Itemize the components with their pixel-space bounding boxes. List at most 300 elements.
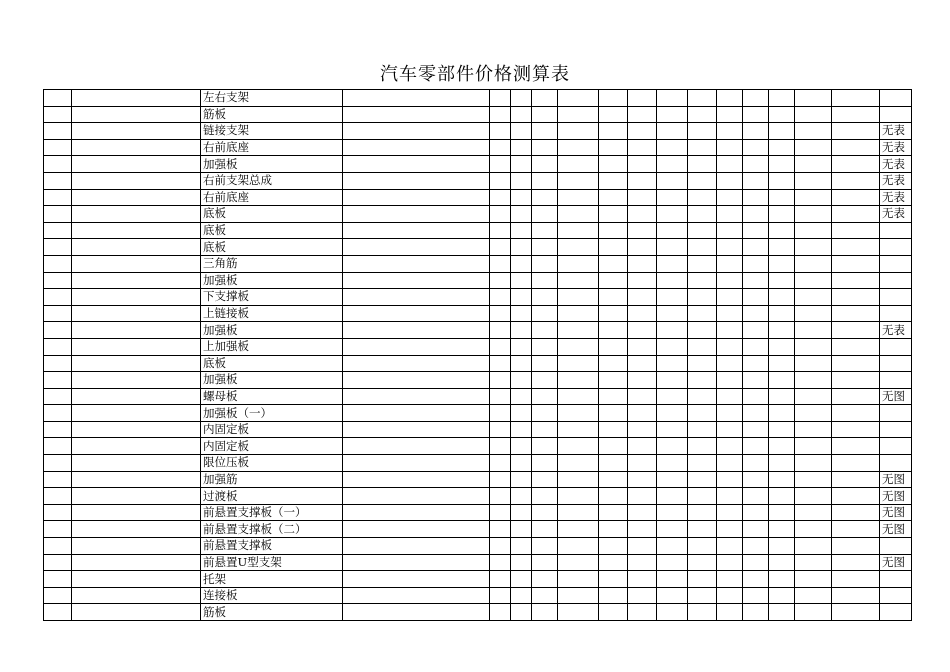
part-name-cell[interactable]: 下支撑板 xyxy=(201,289,343,306)
cell[interactable] xyxy=(688,504,717,521)
cell[interactable] xyxy=(490,388,511,405)
note-cell[interactable] xyxy=(880,355,912,372)
note-cell[interactable] xyxy=(880,222,912,239)
cell[interactable] xyxy=(558,521,599,538)
cell[interactable] xyxy=(769,538,795,555)
cell[interactable] xyxy=(657,521,688,538)
cell[interactable] xyxy=(72,90,201,107)
cell[interactable] xyxy=(511,90,532,107)
cell[interactable] xyxy=(44,272,72,289)
cell[interactable] xyxy=(343,239,490,256)
cell[interactable] xyxy=(511,538,532,555)
cell[interactable] xyxy=(795,322,832,339)
cell[interactable] xyxy=(532,604,558,621)
note-cell[interactable] xyxy=(880,272,912,289)
cell[interactable] xyxy=(743,571,769,588)
cell[interactable] xyxy=(558,189,599,206)
cell[interactable] xyxy=(688,172,717,189)
cell[interactable] xyxy=(769,206,795,223)
cell[interactable] xyxy=(72,554,201,571)
cell[interactable] xyxy=(511,338,532,355)
cell[interactable] xyxy=(558,554,599,571)
cell[interactable] xyxy=(532,504,558,521)
note-cell[interactable] xyxy=(880,604,912,621)
note-cell[interactable] xyxy=(880,538,912,555)
cell[interactable] xyxy=(688,289,717,306)
cell[interactable] xyxy=(490,504,511,521)
cell[interactable] xyxy=(717,189,743,206)
note-cell[interactable] xyxy=(880,90,912,107)
cell[interactable] xyxy=(769,554,795,571)
cell[interactable] xyxy=(795,272,832,289)
cell[interactable] xyxy=(599,421,628,438)
cell[interactable] xyxy=(490,189,511,206)
part-name-cell[interactable]: 限位压板 xyxy=(201,455,343,472)
cell[interactable] xyxy=(599,156,628,173)
cell[interactable] xyxy=(490,222,511,239)
cell[interactable] xyxy=(558,206,599,223)
cell[interactable] xyxy=(343,206,490,223)
cell[interactable] xyxy=(511,156,532,173)
cell[interactable] xyxy=(832,90,880,107)
cell[interactable] xyxy=(769,372,795,389)
cell[interactable] xyxy=(532,538,558,555)
cell[interactable] xyxy=(795,90,832,107)
cell[interactable] xyxy=(490,305,511,322)
cell[interactable] xyxy=(743,455,769,472)
cell[interactable] xyxy=(688,239,717,256)
cell[interactable] xyxy=(490,455,511,472)
cell[interactable] xyxy=(343,355,490,372)
cell[interactable] xyxy=(343,504,490,521)
cell[interactable] xyxy=(558,156,599,173)
cell[interactable] xyxy=(532,388,558,405)
cell[interactable] xyxy=(657,156,688,173)
part-name-cell[interactable]: 右前底座 xyxy=(201,139,343,156)
cell[interactable] xyxy=(511,222,532,239)
note-cell[interactable]: 无图 xyxy=(880,488,912,505)
cell[interactable] xyxy=(657,139,688,156)
cell[interactable] xyxy=(343,405,490,422)
cell[interactable] xyxy=(628,388,657,405)
cell[interactable] xyxy=(769,139,795,156)
cell[interactable] xyxy=(558,106,599,123)
cell[interactable] xyxy=(657,123,688,140)
cell[interactable] xyxy=(688,106,717,123)
cell[interactable] xyxy=(832,123,880,140)
cell[interactable] xyxy=(717,322,743,339)
cell[interactable] xyxy=(343,438,490,455)
cell[interactable] xyxy=(511,488,532,505)
cell[interactable] xyxy=(743,405,769,422)
cell[interactable] xyxy=(717,255,743,272)
cell[interactable] xyxy=(532,272,558,289)
cell[interactable] xyxy=(599,405,628,422)
cell[interactable] xyxy=(490,372,511,389)
cell[interactable] xyxy=(688,538,717,555)
cell[interactable] xyxy=(769,388,795,405)
cell[interactable] xyxy=(688,305,717,322)
cell[interactable] xyxy=(795,372,832,389)
cell[interactable] xyxy=(769,338,795,355)
cell[interactable] xyxy=(532,338,558,355)
cell[interactable] xyxy=(44,305,72,322)
cell[interactable] xyxy=(628,206,657,223)
cell[interactable] xyxy=(717,554,743,571)
cell[interactable] xyxy=(532,322,558,339)
cell[interactable] xyxy=(72,488,201,505)
cell[interactable] xyxy=(511,305,532,322)
cell[interactable] xyxy=(832,106,880,123)
cell[interactable] xyxy=(558,571,599,588)
cell[interactable] xyxy=(769,438,795,455)
cell[interactable] xyxy=(490,322,511,339)
cell[interactable] xyxy=(657,305,688,322)
cell[interactable] xyxy=(599,172,628,189)
cell[interactable] xyxy=(795,554,832,571)
cell[interactable] xyxy=(532,90,558,107)
cell[interactable] xyxy=(511,455,532,472)
cell[interactable] xyxy=(743,471,769,488)
cell[interactable] xyxy=(44,587,72,604)
cell[interactable] xyxy=(72,504,201,521)
cell[interactable] xyxy=(532,172,558,189)
cell[interactable] xyxy=(599,488,628,505)
cell[interactable] xyxy=(688,587,717,604)
cell[interactable] xyxy=(795,139,832,156)
cell[interactable] xyxy=(795,289,832,306)
cell[interactable] xyxy=(832,471,880,488)
cell[interactable] xyxy=(532,355,558,372)
part-name-cell[interactable]: 底板 xyxy=(201,222,343,239)
cell[interactable] xyxy=(717,172,743,189)
cell[interactable] xyxy=(769,255,795,272)
cell[interactable] xyxy=(558,222,599,239)
cell[interactable] xyxy=(688,123,717,140)
cell[interactable] xyxy=(490,206,511,223)
cell[interactable] xyxy=(44,372,72,389)
cell[interactable] xyxy=(44,355,72,372)
part-name-cell[interactable]: 上加强板 xyxy=(201,338,343,355)
cell[interactable] xyxy=(532,156,558,173)
cell[interactable] xyxy=(490,239,511,256)
cell[interactable] xyxy=(688,156,717,173)
cell[interactable] xyxy=(343,538,490,555)
cell[interactable] xyxy=(532,189,558,206)
cell[interactable] xyxy=(44,156,72,173)
cell[interactable] xyxy=(599,604,628,621)
cell[interactable] xyxy=(657,222,688,239)
cell[interactable] xyxy=(490,438,511,455)
cell[interactable] xyxy=(657,388,688,405)
cell[interactable] xyxy=(795,156,832,173)
cell[interactable] xyxy=(44,421,72,438)
cell[interactable] xyxy=(628,123,657,140)
cell[interactable] xyxy=(72,388,201,405)
cell[interactable] xyxy=(717,305,743,322)
cell[interactable] xyxy=(769,90,795,107)
cell[interactable] xyxy=(657,289,688,306)
cell[interactable] xyxy=(490,538,511,555)
cell[interactable] xyxy=(343,604,490,621)
cell[interactable] xyxy=(44,471,72,488)
cell[interactable] xyxy=(511,239,532,256)
cell[interactable] xyxy=(44,571,72,588)
cell[interactable] xyxy=(657,372,688,389)
note-cell[interactable]: 无表 xyxy=(880,123,912,140)
cell[interactable] xyxy=(657,471,688,488)
cell[interactable] xyxy=(558,172,599,189)
cell[interactable] xyxy=(628,189,657,206)
cell[interactable] xyxy=(558,355,599,372)
cell[interactable] xyxy=(769,322,795,339)
cell[interactable] xyxy=(657,338,688,355)
cell[interactable] xyxy=(628,471,657,488)
cell[interactable] xyxy=(743,388,769,405)
cell[interactable] xyxy=(628,239,657,256)
cell[interactable] xyxy=(72,587,201,604)
part-name-cell[interactable]: 内固定板 xyxy=(201,438,343,455)
cell[interactable] xyxy=(628,405,657,422)
part-name-cell[interactable]: 前悬置支撑板 xyxy=(201,538,343,555)
cell[interactable] xyxy=(44,172,72,189)
cell[interactable] xyxy=(657,604,688,621)
cell[interactable] xyxy=(657,355,688,372)
cell[interactable] xyxy=(832,255,880,272)
cell[interactable] xyxy=(44,123,72,140)
cell[interactable] xyxy=(72,471,201,488)
cell[interactable] xyxy=(599,388,628,405)
cell[interactable] xyxy=(558,305,599,322)
cell[interactable] xyxy=(717,521,743,538)
cell[interactable] xyxy=(72,438,201,455)
cell[interactable] xyxy=(343,322,490,339)
cell[interactable] xyxy=(599,90,628,107)
part-name-cell[interactable]: 筋板 xyxy=(201,106,343,123)
cell[interactable] xyxy=(769,421,795,438)
note-cell[interactable] xyxy=(880,421,912,438)
cell[interactable] xyxy=(599,289,628,306)
cell[interactable] xyxy=(688,488,717,505)
cell[interactable] xyxy=(44,289,72,306)
cell[interactable] xyxy=(490,289,511,306)
cell[interactable] xyxy=(657,405,688,422)
cell[interactable] xyxy=(532,554,558,571)
cell[interactable] xyxy=(628,289,657,306)
cell[interactable] xyxy=(532,289,558,306)
cell[interactable] xyxy=(688,206,717,223)
cell[interactable] xyxy=(599,471,628,488)
cell[interactable] xyxy=(511,272,532,289)
cell[interactable] xyxy=(72,222,201,239)
cell[interactable] xyxy=(832,372,880,389)
cell[interactable] xyxy=(795,405,832,422)
cell[interactable] xyxy=(717,571,743,588)
cell[interactable] xyxy=(72,272,201,289)
cell[interactable] xyxy=(599,305,628,322)
part-name-cell[interactable]: 三角筋 xyxy=(201,255,343,272)
cell[interactable] xyxy=(72,289,201,306)
cell[interactable] xyxy=(688,272,717,289)
cell[interactable] xyxy=(511,255,532,272)
cell[interactable] xyxy=(743,554,769,571)
cell[interactable] xyxy=(558,123,599,140)
cell[interactable] xyxy=(688,189,717,206)
cell[interactable] xyxy=(599,139,628,156)
cell[interactable] xyxy=(832,504,880,521)
cell[interactable] xyxy=(688,455,717,472)
cell[interactable] xyxy=(599,438,628,455)
cell[interactable] xyxy=(832,438,880,455)
cell[interactable] xyxy=(511,438,532,455)
cell[interactable] xyxy=(795,521,832,538)
note-cell[interactable] xyxy=(880,289,912,306)
cell[interactable] xyxy=(490,355,511,372)
cell[interactable] xyxy=(743,438,769,455)
note-cell[interactable]: 无图 xyxy=(880,554,912,571)
cell[interactable] xyxy=(657,272,688,289)
cell[interactable] xyxy=(795,206,832,223)
cell[interactable] xyxy=(72,123,201,140)
cell[interactable] xyxy=(743,421,769,438)
cell[interactable] xyxy=(558,438,599,455)
cell[interactable] xyxy=(743,123,769,140)
cell[interactable] xyxy=(490,571,511,588)
cell[interactable] xyxy=(743,338,769,355)
cell[interactable] xyxy=(769,521,795,538)
cell[interactable] xyxy=(657,538,688,555)
cell[interactable] xyxy=(717,355,743,372)
cell[interactable] xyxy=(717,388,743,405)
note-cell[interactable]: 无表 xyxy=(880,172,912,189)
cell[interactable] xyxy=(628,604,657,621)
cell[interactable] xyxy=(688,388,717,405)
cell[interactable] xyxy=(717,206,743,223)
cell[interactable] xyxy=(628,156,657,173)
part-name-cell[interactable]: 加强筋 xyxy=(201,471,343,488)
cell[interactable] xyxy=(795,538,832,555)
cell[interactable] xyxy=(511,289,532,306)
cell[interactable] xyxy=(832,405,880,422)
cell[interactable] xyxy=(532,421,558,438)
cell[interactable] xyxy=(490,421,511,438)
cell[interactable] xyxy=(72,538,201,555)
cell[interactable] xyxy=(657,322,688,339)
cell[interactable] xyxy=(795,172,832,189)
cell[interactable] xyxy=(832,455,880,472)
cell[interactable] xyxy=(832,156,880,173)
cell[interactable] xyxy=(657,455,688,472)
cell[interactable] xyxy=(832,305,880,322)
cell[interactable] xyxy=(795,355,832,372)
cell[interactable] xyxy=(688,139,717,156)
cell[interactable] xyxy=(343,471,490,488)
cell[interactable] xyxy=(558,272,599,289)
cell[interactable] xyxy=(832,189,880,206)
cell[interactable] xyxy=(44,504,72,521)
cell[interactable] xyxy=(657,488,688,505)
cell[interactable] xyxy=(743,206,769,223)
note-cell[interactable] xyxy=(880,255,912,272)
cell[interactable] xyxy=(532,372,558,389)
cell[interactable] xyxy=(558,90,599,107)
cell[interactable] xyxy=(44,405,72,422)
cell[interactable] xyxy=(688,222,717,239)
cell[interactable] xyxy=(832,338,880,355)
cell[interactable] xyxy=(769,455,795,472)
cell[interactable] xyxy=(688,554,717,571)
cell[interactable] xyxy=(490,106,511,123)
cell[interactable] xyxy=(795,421,832,438)
cell[interactable] xyxy=(343,488,490,505)
cell[interactable] xyxy=(44,222,72,239)
cell[interactable] xyxy=(558,239,599,256)
cell[interactable] xyxy=(628,255,657,272)
cell[interactable] xyxy=(72,372,201,389)
cell[interactable] xyxy=(769,123,795,140)
cell[interactable] xyxy=(628,338,657,355)
cell[interactable] xyxy=(657,255,688,272)
cell[interactable] xyxy=(511,139,532,156)
cell[interactable] xyxy=(832,239,880,256)
cell[interactable] xyxy=(743,106,769,123)
cell[interactable] xyxy=(769,471,795,488)
part-name-cell[interactable]: 托架 xyxy=(201,571,343,588)
cell[interactable] xyxy=(628,139,657,156)
cell[interactable] xyxy=(743,172,769,189)
cell[interactable] xyxy=(628,272,657,289)
cell[interactable] xyxy=(628,222,657,239)
cell[interactable] xyxy=(532,521,558,538)
cell[interactable] xyxy=(558,139,599,156)
cell[interactable] xyxy=(44,239,72,256)
cell[interactable] xyxy=(72,455,201,472)
cell[interactable] xyxy=(769,289,795,306)
cell[interactable] xyxy=(628,455,657,472)
part-name-cell[interactable]: 加强板（一） xyxy=(201,405,343,422)
cell[interactable] xyxy=(599,106,628,123)
cell[interactable] xyxy=(343,372,490,389)
cell[interactable] xyxy=(558,322,599,339)
note-cell[interactable] xyxy=(880,106,912,123)
cell[interactable] xyxy=(628,106,657,123)
cell[interactable] xyxy=(511,355,532,372)
cell[interactable] xyxy=(657,421,688,438)
cell[interactable] xyxy=(44,189,72,206)
part-name-cell[interactable]: 螺母板 xyxy=(201,388,343,405)
cell[interactable] xyxy=(343,90,490,107)
cell[interactable] xyxy=(795,222,832,239)
cell[interactable] xyxy=(688,372,717,389)
cell[interactable] xyxy=(795,488,832,505)
cell[interactable] xyxy=(343,139,490,156)
cell[interactable] xyxy=(343,222,490,239)
cell[interactable] xyxy=(795,604,832,621)
cell[interactable] xyxy=(717,272,743,289)
cell[interactable] xyxy=(717,604,743,621)
cell[interactable] xyxy=(599,521,628,538)
cell[interactable] xyxy=(44,106,72,123)
cell[interactable] xyxy=(769,604,795,621)
cell[interactable] xyxy=(795,255,832,272)
cell[interactable] xyxy=(44,455,72,472)
note-cell[interactable] xyxy=(880,438,912,455)
cell[interactable] xyxy=(769,172,795,189)
cell[interactable] xyxy=(795,338,832,355)
cell[interactable] xyxy=(599,255,628,272)
cell[interactable] xyxy=(599,189,628,206)
part-name-cell[interactable]: 底板 xyxy=(201,239,343,256)
